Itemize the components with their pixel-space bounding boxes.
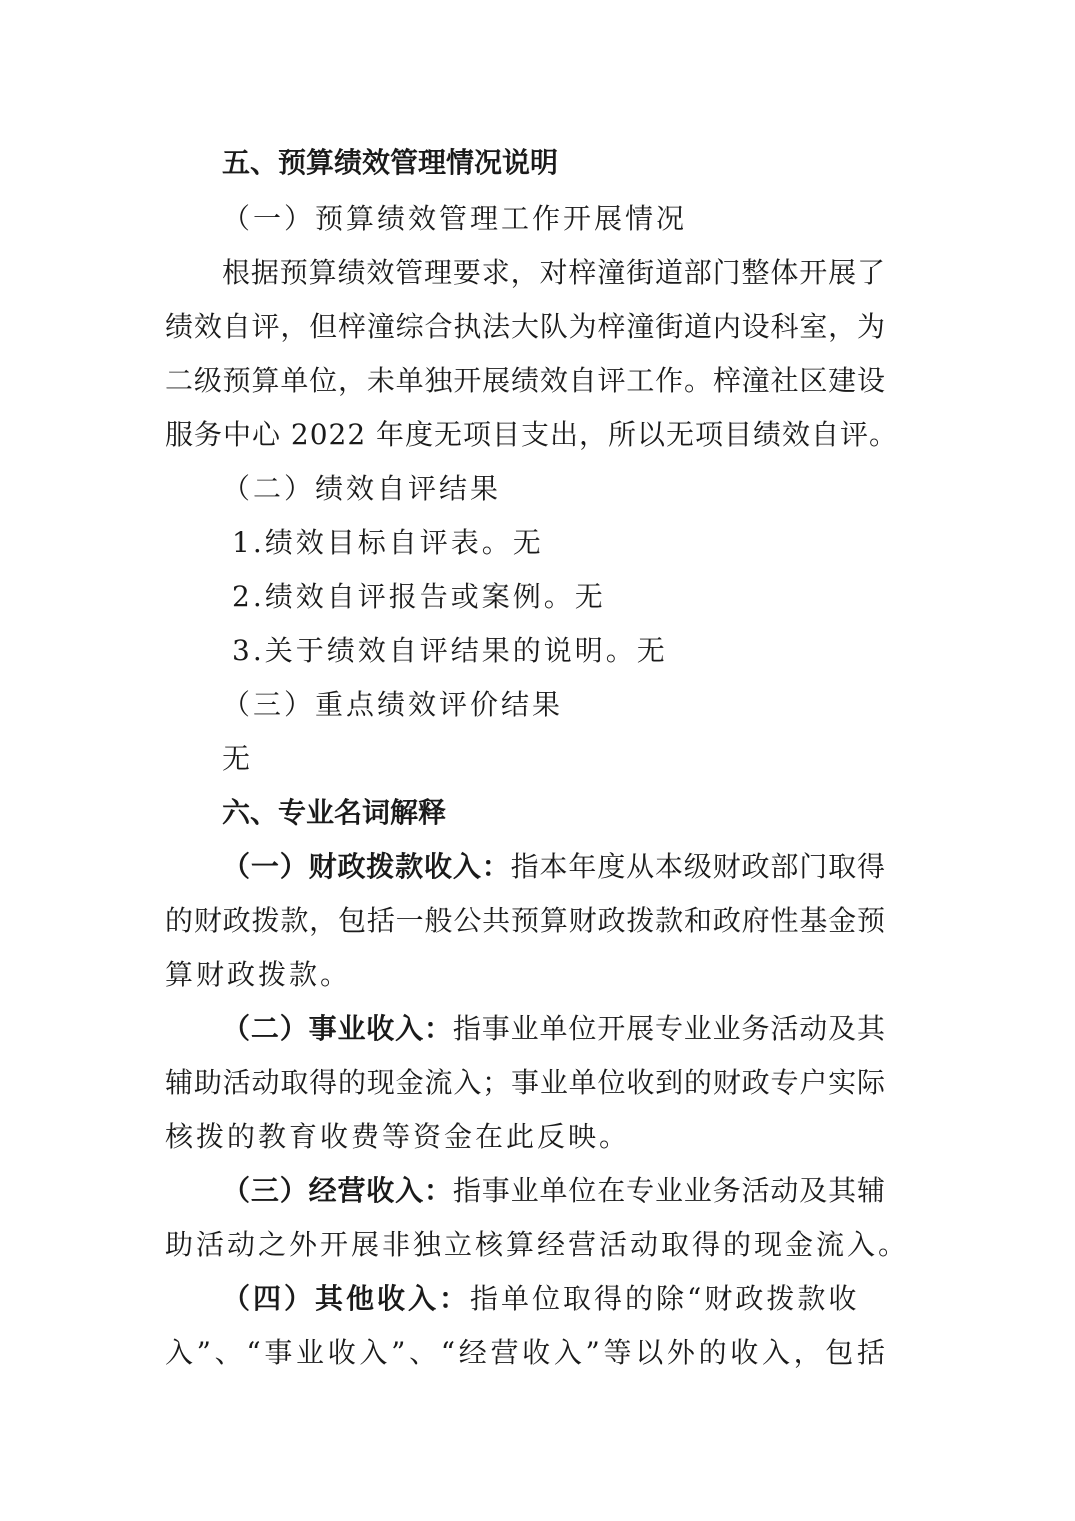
- paragraph-line: 二级预算单位，未单独开展绩效自评工作。梓潼社区建设: [165, 364, 885, 397]
- term-text: 指本年度从本级财政部门取得: [510, 850, 885, 883]
- term-label: （三）经营收入：: [222, 1174, 453, 1207]
- term-line: 入”、“事业收入”、“经营收入”等以外的收入，包括: [165, 1336, 885, 1369]
- term-label: （四）其他收入：: [222, 1282, 471, 1315]
- term-line: [222, 847, 885, 887]
- section-5-title: 五、预算绩效管理情况说明: [222, 146, 559, 179]
- term-line: [222, 1009, 885, 1049]
- list-item: 2.绩效自评报告或案例。无: [232, 580, 606, 613]
- term-line: [222, 1171, 885, 1211]
- section-5-sub-2: （二）绩效自评结果: [222, 472, 502, 505]
- list-item: 3.关于绩效自评结果的说明。无: [232, 634, 668, 667]
- section-6-title: 六、专业名词解释: [222, 796, 447, 829]
- term-line: 辅助活动取得的现金流入；事业单位收到的财政专户实际: [165, 1066, 885, 1099]
- section-5-sub-1: （一）预算绩效管理工作开展情况: [222, 202, 688, 235]
- section-5-sub-3-body: 无: [222, 742, 251, 775]
- term-text: 指单位取得的除“财政拨款收: [470, 1282, 860, 1315]
- term-text: 指事业单位在专业业务活动及其辅: [452, 1174, 885, 1207]
- paragraph-line: 服务中心 2022 年度无项目支出，所以无项目绩效自评。: [165, 418, 899, 451]
- section-5-sub-3: （三）重点绩效评价结果: [222, 688, 564, 721]
- term-label: （二）事业收入：: [222, 1012, 453, 1045]
- paragraph-line: 绩效自评，但梓潼综合执法大队为梓潼街道内设科室，为: [165, 310, 885, 343]
- term-line: 的财政拨款，包括一般公共预算财政拨款和政府性基金预: [165, 904, 885, 937]
- term-line: [222, 1279, 859, 1319]
- paragraph-line: 根据预算绩效管理要求，对梓潼街道部门整体开展了: [222, 256, 885, 289]
- term-line: 核拨的教育收费等资金在此反映。: [165, 1120, 631, 1153]
- term-line: 助活动之外开展非独立核算经营活动取得的现金流入。: [165, 1228, 910, 1261]
- term-label: （一）财政拨款收入：: [222, 850, 511, 883]
- list-item: 1.绩效目标自评表。无: [232, 526, 544, 559]
- term-text: 指事业单位开展专业业务活动及其: [452, 1012, 885, 1045]
- term-line: 算财政拨款。: [165, 958, 352, 991]
